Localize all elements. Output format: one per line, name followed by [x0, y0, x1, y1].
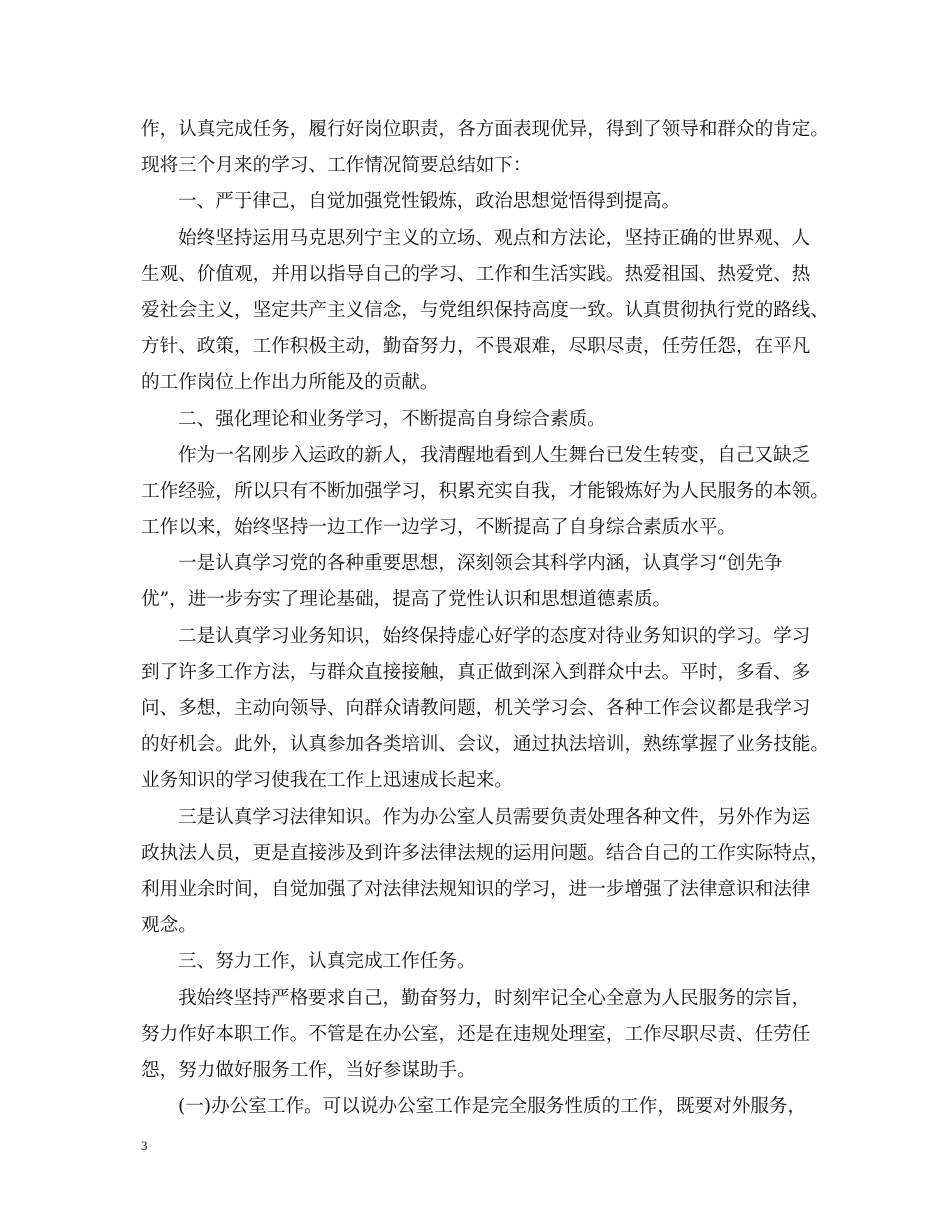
text-line: 问、多想，主动向领导、向群众请教问题，机关学习会、各种工作会议都是我学习	[141, 698, 811, 719]
text-line: 一是认真学习党的各种重要思想，深刻领会其科学内涵，认真学习“创先争	[178, 553, 783, 575]
text-line: 生观、价值观，并用以指导自己的学习、工作和生活实践。热爱祖国、热爱党、热	[141, 263, 811, 285]
text-line: 作为一名刚步入运政的新人，我清醒地看到人生舞台已发生转变，自己又缺乏	[178, 444, 811, 466]
text-line: 政执法人员，更是直接涉及到许多法律法规的运用问题。结合自己的工作实际特点，	[141, 842, 829, 864]
section-heading: 二、强化理论和业务学习，不断提高自身综合素质。	[178, 408, 606, 430]
text-line: 到了许多工作方法，与群众直接接触，真正做到深入到群众中去。平时，多看、多	[141, 661, 811, 683]
text-line: 怨，努力做好服务工作，当好参谋助手。	[141, 1059, 476, 1081]
text-line: 二是认真学习业务知识，始终保持虚心好学的态度对待业务知识的学习。学习	[178, 625, 811, 647]
text-line: 优”，进一步夯实了理论基础，提高了党性认识和思想道德素质。	[141, 589, 672, 611]
text-line: (一)办公室工作。可以说办公室工作是完全服务性质的工作，既要对外服务，	[178, 1096, 807, 1118]
section-heading: 三、努力工作，认真完成工作任务。	[178, 951, 476, 973]
section-heading: 一、严于律己，自觉加强党性锻炼，政治思想觉悟得到提高。	[178, 191, 681, 213]
text-line: 利用业余时间，自觉加强了对法律法规知识的学习，进一步增强了法律意识和法律	[141, 878, 811, 900]
text-line: 我始终坚持严格要求自己，勤奋努力，时刻牢记全心全意为人民服务的宗旨，	[178, 987, 811, 1009]
text-line: 的工作岗位上作出力所能及的贡献。	[141, 372, 439, 394]
page-number: 3	[141, 1138, 148, 1153]
text-line: 观念。	[141, 915, 197, 937]
text-line: 方针、政策，工作积极主动，勤奋努力，不畏艰难，尽职尽责，任劳任怨，在平凡	[141, 336, 811, 358]
text-line: 业务知识的学习使我在工作上迅速成长起来。	[141, 770, 513, 792]
text-line: 现将三个月来的学习、工作情况简要总结如下：	[141, 155, 532, 177]
text-line: 爱社会主义，坚定共产主义信念，与党组织保持高度一致。认真贯彻执行党的路线、	[141, 299, 829, 321]
text-line: 始终坚持运用马克思列宁主义的立场、观点和方法论，坚持正确的世界观、人	[178, 227, 811, 249]
text-line: 努力作好本职工作。不管是在办公室，还是在违规处理室，工作尽职尽责、任劳任	[141, 1023, 811, 1045]
text-line: 作，认真完成任务，履行好岗位职责，各方面表现优异，得到了领导和群众的肯定。	[141, 119, 829, 140]
text-line: 三是认真学习法律知识。作为办公室人员需要负责处理各种文件，另外作为运	[178, 806, 811, 828]
document-body	[141, 112, 841, 1125]
text-line: 工作以来，始终坚持一边工作一边学习，不断提高了自身综合素质水平。	[141, 517, 737, 539]
text-line: 工作经验，所以只有不断加强学习，积累充实自我，才能锻炼好为人民服务的本领。	[141, 480, 829, 502]
text-line: 的好机会。此外，认真参加各类培训、会议，通过执法培训，熟练掌握了业务技能。	[141, 734, 829, 756]
